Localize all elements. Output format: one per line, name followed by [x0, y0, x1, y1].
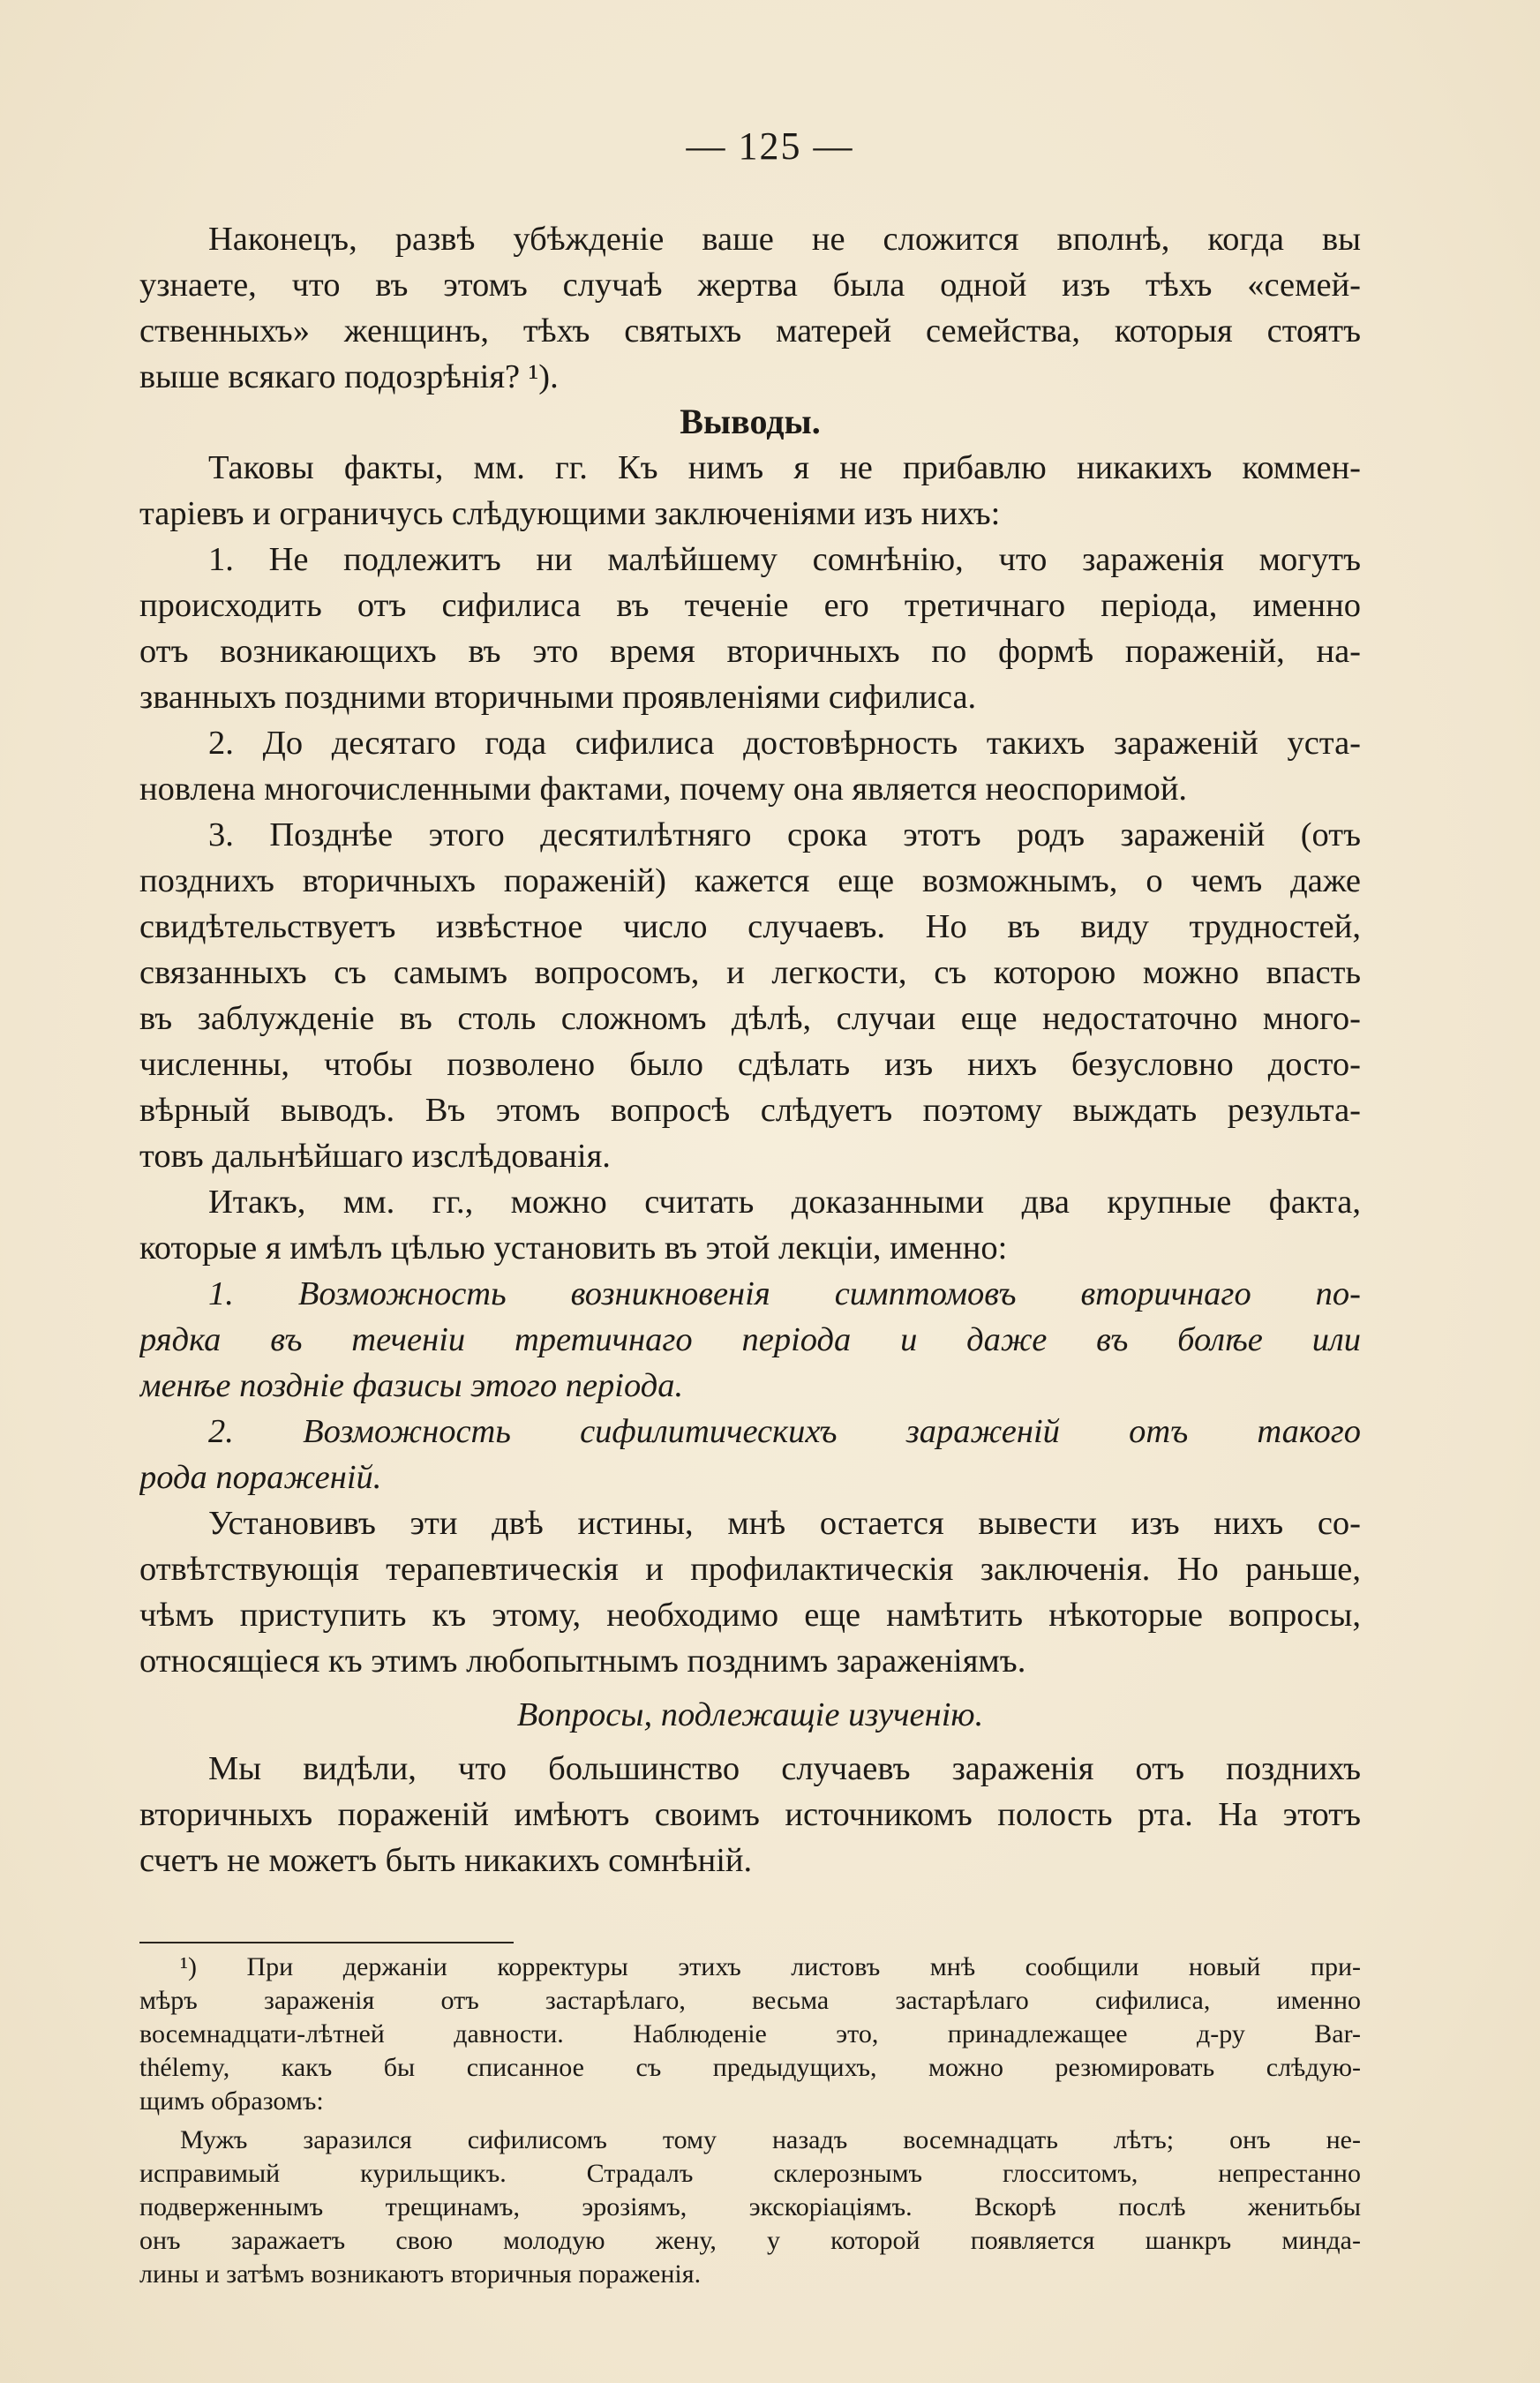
text-line: чѣмъ приступить къ этому, необходимо еще намѣтить нѣкоторые вопросы, [139, 1597, 1361, 1634]
text-line: Установивъ эти двѣ истины, мнѣ остается вывести изъ нихъ со- [208, 1505, 1361, 1542]
text-line: отвѣтствующія терапевтическія и профилактическія заключенія. Но раньше, [139, 1551, 1361, 1588]
text-line: Наконецъ, развѣ убѣжденіе ваше не сложится вполнѣ, когда вы [208, 221, 1361, 258]
text-line: связанныхъ съ самымъ вопросомъ, и легкости, съ которою можно впасть [139, 954, 1361, 991]
text-line: менѣе поздніе фазисы этого періода. [139, 1367, 684, 1404]
text-line: свидѣтельствуетъ извѣстное число случаевъ. Но въ виду трудностей, [139, 908, 1361, 945]
text-line: въ заблужденіе въ столь сложномъ дѣлѣ, случаи еще недостаточно много- [139, 1000, 1361, 1037]
text-line: численны, чтобы позволено было сдѣлать изъ нихъ безусловно досто- [139, 1046, 1361, 1083]
text-line: товъ дальнѣйшаго изслѣдованія. [139, 1138, 611, 1175]
text-line: позднихъ вторичныхъ пораженій) кажется еще возможнымъ, о чемъ даже [139, 862, 1361, 899]
page-number: — 125 — [686, 124, 854, 168]
text-line: счетъ не можетъ быть никакихъ сомнѣній. [139, 1842, 753, 1879]
text-line: 2. До десятаго года сифилиса достовѣрность такихъ зараженій уста- [208, 725, 1361, 762]
text-line: званныхъ поздними вторичными проявленіями сифилиса. [139, 679, 977, 716]
text-line: относящіеся къ этимъ любопытнымъ позднимъ зараженіямъ. [139, 1643, 1026, 1680]
footnote-line: восемнадцати-лѣтней давности. Наблюденіе это, принадлежащее д-ру Bar- [139, 2019, 1361, 2048]
text-line: ственныхъ» женщинъ, тѣхъ святыхъ матерей семейства, которыя стоятъ [139, 312, 1361, 350]
text-line: Итакъ, мм. гг., можно считать доказанными два крупные факта, [208, 1184, 1361, 1221]
text-line: новлена многочисленными фактами, почему она является неоспоримой. [139, 771, 1188, 808]
footnote-line: ¹) При держаніи корректуры этихъ листовъ мнѣ сообщили новый при- [180, 1952, 1361, 1981]
text-line: Вопросы, подлежащіе изученію. [516, 1696, 984, 1733]
text-line: Выводы. [680, 402, 821, 441]
footnote-line: лины и затѣмъ возникаютъ вторичныя пораженія. [139, 2259, 702, 2289]
text-line: 1. Не подлежитъ ни малѣйшему сомнѣнію, что зараженія могутъ [208, 541, 1361, 578]
text-line: таріевъ и ограничусь слѣдующими заключеніями изъ нихъ: [139, 495, 1001, 532]
text-line: вѣрный выводъ. Въ этомъ вопросѣ слѣдуетъ поэтому выждать результа- [139, 1092, 1361, 1129]
text-line: выше всякаго подозрѣнія? ¹). [139, 358, 559, 395]
footnote-line: онъ заражаетъ свою молодую жену, у которой появляется шанкръ минда- [139, 2226, 1361, 2255]
text-line: рода пораженій. [139, 1459, 382, 1496]
footnote-divider [139, 1942, 514, 1943]
text-line: которые я имѣлъ цѣлью установить въ этой лекціи, именно: [139, 1229, 1008, 1267]
text-line: Таковы факты, мм. гг. Къ нимъ я не прибавлю никакихъ коммен- [208, 449, 1361, 486]
text-line: узнаете, что въ этомъ случаѣ жертва была одной изъ тѣхъ «семей- [139, 267, 1361, 304]
footnote-line: щимъ образомъ: [139, 2086, 324, 2116]
text-line: рядка въ теченіи третичнаго періода и даже въ болѣе или [139, 1321, 1361, 1358]
text-line: вторичныхъ пораженій имѣютъ своимъ источникомъ полость рта. На этотъ [139, 1796, 1361, 1833]
text-line: 2. Возможность сифилитическихъ зараженій отъ такого [208, 1413, 1361, 1450]
text-line: 1. Возможность возникновенія симптомовъ вторичнаго по- [208, 1275, 1361, 1312]
footnote-line: Мужъ заразился сифилисомъ тому назадъ восемнадцать лѣтъ; онъ не- [180, 2125, 1361, 2154]
footnote-line: мѣръ зараженія отъ застарѣлаго, весьма застарѣлаго сифилиса, именно [139, 1986, 1361, 2015]
footnote-line: thélemy, какъ бы списанное съ предыдущихъ, можно резюмировать слѣдую- [139, 2053, 1361, 2082]
text-line: отъ возникающихъ въ это время вторичныхъ по формѣ пораженій, на- [139, 633, 1361, 670]
text-line: 3. Позднѣе этого десятилѣтняго срока этотъ родъ зараженій (отъ [208, 816, 1361, 853]
footnote-line: подверженнымъ трещинамъ, эрозіямъ, экскоріаціямъ. Вскорѣ послѣ женитьбы [139, 2192, 1361, 2221]
footnote-line: исправимый курильщикъ. Страдалъ склерознымъ глосситомъ, непрестанно [139, 2159, 1361, 2188]
text-line: происходить отъ сифилиса въ теченіе его третичнаго періода, именно [139, 587, 1361, 624]
text-line: Мы видѣли, что большинство случаевъ зараженія отъ позднихъ [208, 1750, 1361, 1787]
